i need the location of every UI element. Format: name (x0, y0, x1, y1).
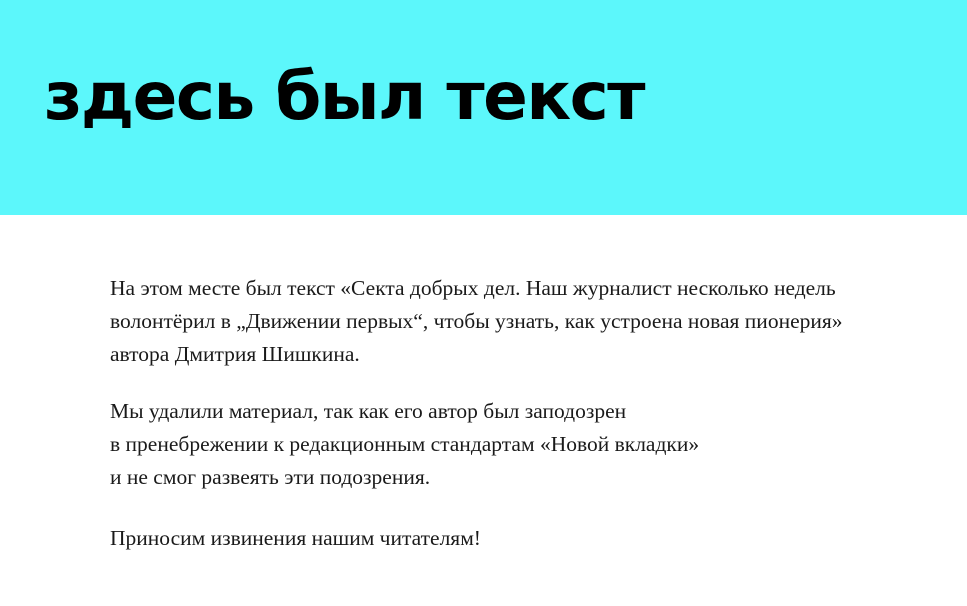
article-body (110, 272, 910, 555)
paragraph-removed-notice: На этом месте был текст «Секта добрых дел. Наш журналист несколько недель волонтёрил в „Движении первых“, чтобы узнать, как устроена новая пионерия» автора Дмитрия Шишкина. (110, 276, 843, 366)
paragraph-reason-line-3: и не смог развеять эти подозрения. (110, 465, 431, 489)
paragraph-reason-line-2: в пренебрежении к редакционным стандартам «Новой вкладки» (110, 432, 700, 456)
paragraph-reason (110, 395, 910, 494)
page-title: здесь был текст (44, 58, 645, 135)
paragraph-apology: Приносим извинения нашим читателям! (110, 526, 481, 550)
paragraph-reason-line-1: Мы удалили материал, так как его автор был заподозрен (110, 399, 627, 423)
notice-banner (0, 0, 967, 215)
